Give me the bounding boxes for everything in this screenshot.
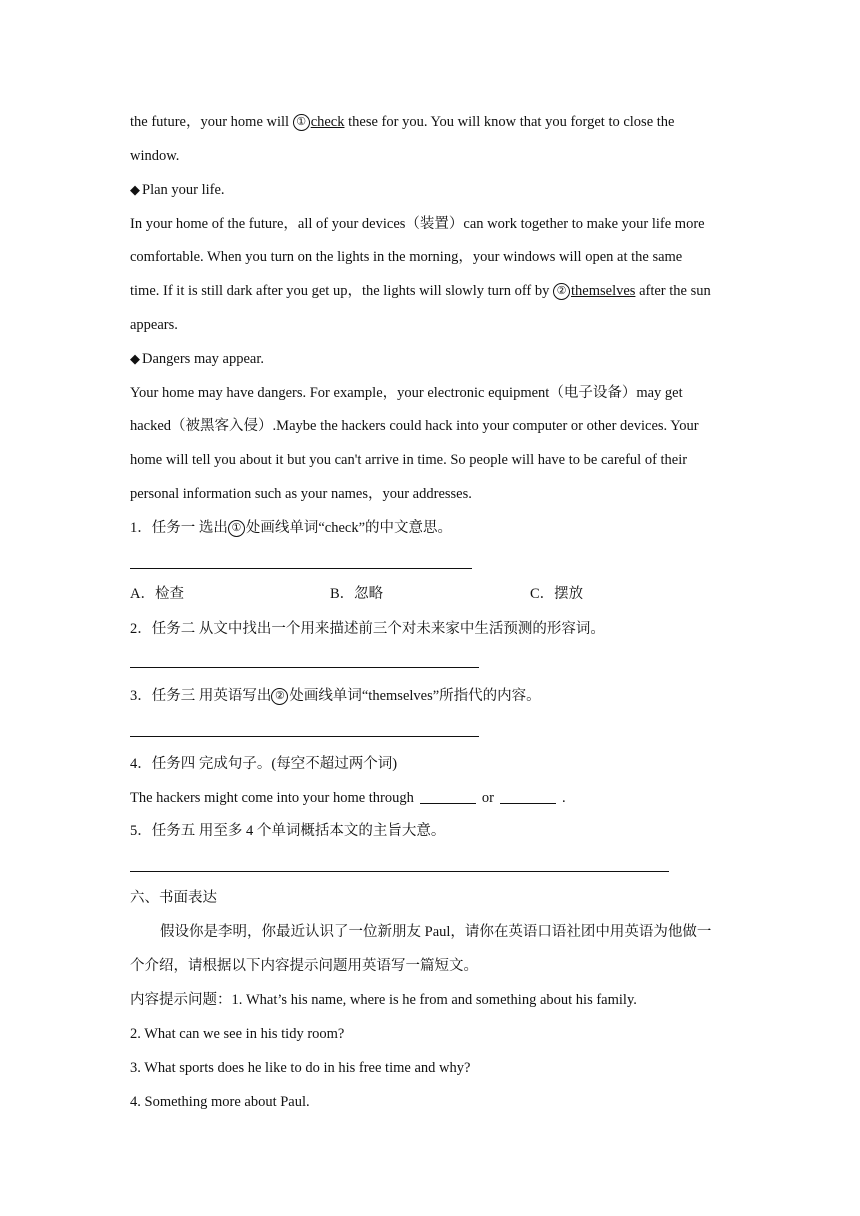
section-heading-dangers [130, 349, 264, 369]
text: after the sun [635, 283, 711, 299]
answer-line-task-3[interactable] [130, 736, 479, 737]
passage-line-1 [130, 112, 674, 132]
option-a[interactable]: A．检查 [130, 586, 184, 602]
task-4-sentence [130, 788, 566, 808]
content-hint-1: 内容提示问题：1. What’s his name, where is he from and something about his family. [130, 992, 637, 1008]
heading-text: Plan your life. [142, 182, 225, 198]
text: 处画线单词“themselves”所指代的内容。 [289, 688, 541, 704]
task-4-question: 4．任务四 完成句子。(每空不超过两个词) [130, 756, 398, 772]
text: time. If it is still dark after you get up，the lights will slowly turn off by [130, 283, 553, 299]
task-2-question: 2．任务二 从文中找出一个用来描述前三个对未来家中生活预测的形容词。 [130, 621, 605, 637]
option-c[interactable]: C．摆放 [530, 586, 584, 602]
circled-number-1: ① [293, 114, 310, 131]
section-heading-plan [130, 180, 225, 200]
content-hint-4: 4. Something more about Paul. [130, 1094, 310, 1110]
passage-line-4: comfortable. When you turn on the lights in the morning，your windows will open at the same [130, 249, 683, 265]
task-5-question: 5．任务五 用至多 4 个单词概括本文的主旨大意。 [130, 823, 446, 839]
diamond-bullet-icon: ◆ [130, 182, 140, 197]
blank-2[interactable] [500, 789, 556, 804]
circled-number-2: ② [271, 688, 288, 705]
passage-line-5 [130, 281, 711, 301]
answer-line-task-1[interactable] [130, 568, 472, 569]
passage-line-7: Your home may have dangers. For example，your electronic equipment（电子设备）may get [130, 385, 683, 401]
underlined-word-check: check [310, 114, 345, 130]
passage-line-9: home will tell you about it but you can't arrive in time. So people will have to be careful of their [130, 452, 688, 468]
text: the future，your home will [130, 114, 293, 130]
circled-number-1: ① [228, 520, 245, 537]
section-title-writing: 六、书面表达 [130, 890, 217, 906]
answer-line-task-5[interactable] [130, 871, 669, 872]
text: . [561, 790, 566, 806]
option-b[interactable]: B．忽略 [330, 586, 384, 602]
passage-line-6: appears. [130, 317, 178, 333]
underlined-word-themselves: themselves [571, 283, 636, 299]
passage-line-10: personal information such as your names，your addresses. [130, 486, 472, 502]
task-3-question [130, 686, 541, 706]
text: 3．任务三 用英语写出 [130, 688, 272, 704]
heading-text: Dangers may appear. [142, 351, 264, 367]
passage-line-2: window. [130, 148, 180, 164]
passage-line-3: In your home of the future，all of your devices（装置）can work together to make your life more [130, 216, 705, 232]
text: these for you. You will know that you forget to close the [344, 114, 675, 130]
writing-prompt-line-1: 假设你是李明，你最近认识了一位新朋友 Paul，请你在英语口语社团中用英语为他做一 [160, 924, 712, 940]
passage-line-8: hacked（被黑客入侵）.Maybe the hackers could hack into your computer or other devices. Your [130, 418, 699, 434]
diamond-bullet-icon: ◆ [130, 351, 140, 366]
circled-number-2: ② [553, 283, 570, 300]
blank-1[interactable] [420, 789, 476, 804]
text: 1．任务一 选出 [130, 520, 228, 536]
writing-prompt-line-2: 个介绍，请根据以下内容提示问题用英语写一篇短文。 [130, 958, 478, 974]
text: 处画线单词“check”的中文意思。 [245, 520, 453, 536]
answer-line-task-2[interactable] [130, 667, 479, 668]
text: The hackers might come into your home through [130, 790, 414, 806]
task-1-question [130, 518, 452, 538]
content-hint-2: 2. What can we see in his tidy room? [130, 1026, 345, 1042]
content-hint-3: 3. What sports does he like to do in his free time and why? [130, 1060, 471, 1076]
text: or [481, 790, 494, 806]
